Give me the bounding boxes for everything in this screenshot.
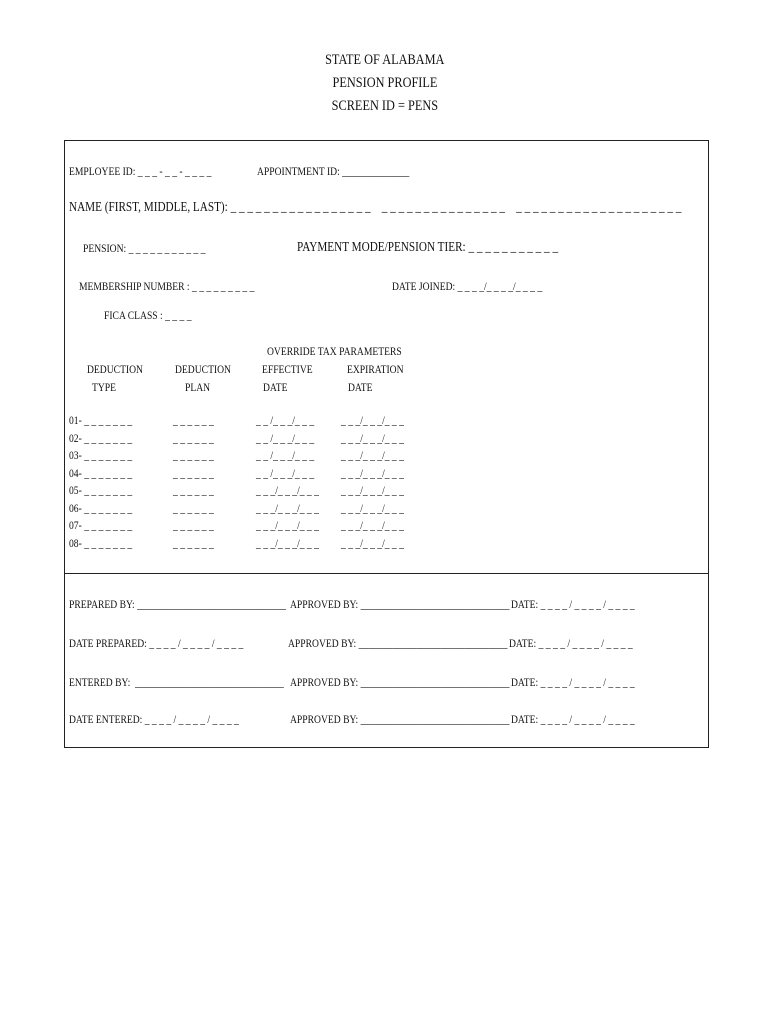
row-2-eff-field[interactable]: _ _ /_ _ _/_ _ _	[256, 430, 315, 445]
col-deduction-plan-l2: PLAN	[185, 380, 211, 394]
date-field-2[interactable]: DATE: _ _ _ _ / _ _ _ _ / _ _ _ _	[509, 636, 633, 650]
row-5-exp-field[interactable]: _ _ _/_ _ _/_ _ _	[341, 483, 404, 497]
col-expiration-l2: DATE	[348, 380, 373, 394]
row-7-exp-field[interactable]: _ _ _/_ _ _/_ _ _	[341, 518, 404, 532]
row-6-plan-field[interactable]: _ _ _ _ _ _	[173, 500, 214, 515]
row-6-exp-field[interactable]: _ _ _/_ _ _/_ _ _	[341, 500, 404, 515]
approved-by-field-4[interactable]: APPROVED BY: _______________________________	[290, 712, 510, 726]
date-prepared-field[interactable]: DATE PREPARED: _ _ _ _ / _ _ _ _ / _ _ _ _	[69, 636, 244, 650]
membership-number-field[interactable]: MEMBERSHIP NUMBER : _ _ _ _ _ _ _ _ _	[79, 279, 255, 293]
override-tax-title: OVERRIDE TAX PARAMETERS	[267, 344, 402, 358]
name-field[interactable]: NAME (FIRST, MIDDLE, LAST): _ _ _ _ _ _ _ _ _ _ _ _ _ _ _ _ _ _ _ _ _ _ _ _ _ _ _ _ _ _ _ _ _ _ _ _ _ _ _ _ _ _ _ _ _ _ _ _ _ _ _ _	[69, 200, 682, 215]
row-2-exp-field[interactable]: _ _ _/_ _ _/_ _ _	[341, 430, 404, 445]
col-deduction-type-l2: TYPE	[92, 380, 116, 394]
row-2-num-field[interactable]: 02- _ _ _ _ _ _ _	[69, 430, 133, 445]
col-expiration-l1: EXPIRATION	[347, 362, 404, 376]
date-field-1[interactable]: DATE: _ _ _ _ / _ _ _ _ / _ _ _ _	[511, 597, 635, 611]
row-8-num-field[interactable]: 08- _ _ _ _ _ _ _	[69, 535, 133, 550]
entered-by-field[interactable]: ENTERED BY: _______________________________	[69, 675, 284, 689]
col-effective-l2: DATE	[263, 380, 288, 394]
row-4-plan-field[interactable]: _ _ _ _ _ _	[173, 465, 214, 480]
col-deduction-plan-l1: DEDUCTION	[175, 362, 231, 376]
row-8-plan-field[interactable]: _ _ _ _ _ _	[173, 535, 214, 550]
row-5-num-field[interactable]: 05- _ _ _ _ _ _ _	[69, 483, 133, 497]
fica-class-field[interactable]: FICA CLASS : _ _ _ _	[104, 308, 192, 322]
row-3-eff-field[interactable]: _ _ /_ _ _/_ _ _	[256, 448, 315, 462]
appointment-id-field[interactable]: APPOINTMENT ID: ______________	[257, 164, 410, 178]
date-entered-field[interactable]: DATE ENTERED: _ _ _ _ / _ _ _ _ / _ _ _ _	[69, 712, 239, 726]
row-5-plan-field[interactable]: _ _ _ _ _ _	[173, 483, 214, 497]
row-1-num-field[interactable]: 01- _ _ _ _ _ _ _	[69, 413, 133, 427]
row-8-exp-field[interactable]: _ _ _/_ _ _/_ _ _	[341, 535, 404, 550]
row-4-num-field[interactable]: 04- _ _ _ _ _ _ _	[69, 465, 133, 480]
row-2-plan-field[interactable]: _ _ _ _ _ _	[173, 430, 214, 445]
row-4-exp-field[interactable]: _ _ _/_ _ _/_ _ _	[341, 465, 404, 480]
row-6-num-field[interactable]: 06- _ _ _ _ _ _ _	[69, 500, 133, 515]
date-field-3[interactable]: DATE: _ _ _ _ / _ _ _ _ / _ _ _ _	[511, 675, 635, 689]
header-screen-id: SCREEN ID = PENS	[331, 98, 439, 114]
row-7-plan-field[interactable]: _ _ _ _ _ _	[173, 518, 214, 532]
prepared-by-field[interactable]: PREPARED BY: _______________________________	[69, 597, 286, 611]
header-title: STATE OF ALABAMA	[325, 52, 445, 68]
header-subtitle: PENSION PROFILE	[332, 75, 438, 91]
row-1-eff-field[interactable]: _ _ /_ _ _/_ _ _	[256, 413, 315, 427]
date-field-4[interactable]: DATE: _ _ _ _ / _ _ _ _ / _ _ _ _	[511, 712, 635, 726]
row-8-eff-field[interactable]: _ _ _/_ _ _/_ _ _	[256, 535, 319, 550]
row-3-exp-field[interactable]: _ _ _/_ _ _/_ _ _	[341, 448, 404, 462]
row-3-num-field[interactable]: 03- _ _ _ _ _ _ _	[69, 448, 133, 462]
approved-by-field-3[interactable]: APPROVED BY: _______________________________	[290, 675, 510, 689]
col-deduction-type-l1: DEDUCTION	[87, 362, 143, 376]
row-5-eff-field[interactable]: _ _ _/_ _ _/_ _ _	[256, 483, 319, 497]
payment-mode-field[interactable]: PAYMENT MODE/PENSION TIER: _ _ _ _ _ _ _ _ _ _ _	[297, 240, 559, 255]
row-7-num-field[interactable]: 07- _ _ _ _ _ _ _	[69, 518, 133, 532]
pension-field[interactable]: PENSION: _ _ _ _ _ _ _ _ _ _ _	[83, 241, 206, 255]
row-7-eff-field[interactable]: _ _ _/_ _ _/_ _ _	[256, 518, 319, 532]
row-1-exp-field[interactable]: _ _ _/_ _ _/_ _ _	[341, 413, 404, 427]
row-4-eff-field[interactable]: _ _ /_ _ _/_ _ _	[256, 465, 315, 480]
row-1-plan-field[interactable]: _ _ _ _ _ _	[173, 413, 214, 427]
col-effective-l1: EFFECTIVE	[262, 362, 313, 376]
row-3-plan-field[interactable]: _ _ _ _ _ _	[173, 448, 214, 462]
approved-by-field-2[interactable]: APPROVED BY: _______________________________	[288, 636, 508, 650]
row-6-eff-field[interactable]: _ _ _/_ _ _/_ _ _	[256, 500, 319, 515]
employee-id-field[interactable]: EMPLOYEE ID: _ _ _ - _ _ - _ _ _ _	[69, 164, 212, 178]
date-joined-field[interactable]: DATE JOINED: _ _ _ _/_ _ _ _/_ _ _ _	[392, 279, 543, 293]
approved-by-field-1[interactable]: APPROVED BY: _______________________________	[290, 597, 510, 611]
